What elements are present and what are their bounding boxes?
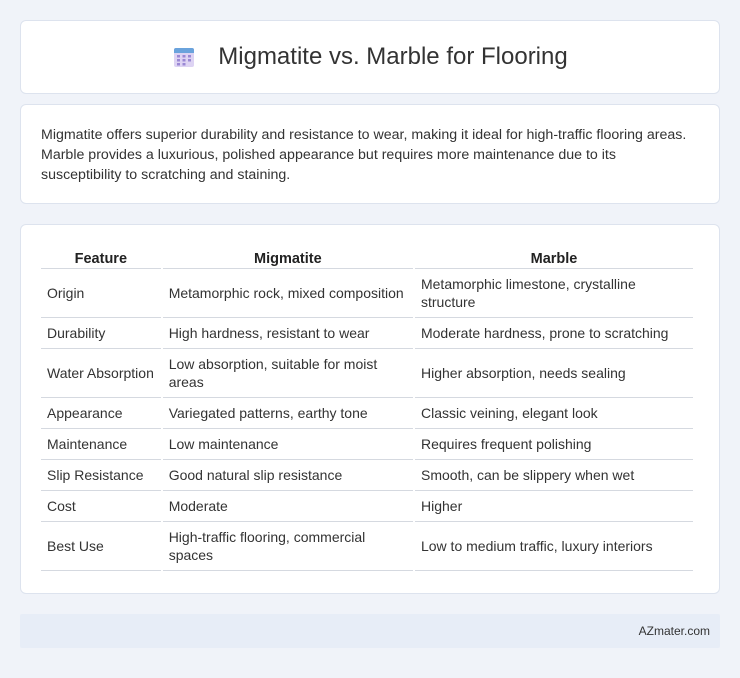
cell-marble: Smooth, can be slippery when wet (415, 460, 693, 491)
cell-marble: Requires frequent polishing (415, 429, 693, 460)
table-row (41, 269, 693, 318)
cell-migmatite: Moderate (163, 491, 413, 522)
cell-migmatite: Good natural slip resistance (163, 460, 413, 491)
cell-feature: Best Use (41, 522, 161, 571)
cell-migmatite: Variegated patterns, earthy tone (163, 398, 413, 429)
footer (20, 614, 720, 648)
table-row (41, 349, 693, 398)
cell-feature: Water Absorption (41, 349, 161, 398)
cell-migmatite: High hardness, resistant to wear (163, 318, 413, 349)
header-migmatite: Migmatite (163, 245, 413, 269)
cell-feature: Origin (41, 269, 161, 318)
cell-feature: Maintenance (41, 429, 161, 460)
page-title: Migmatite vs. Marble for Flooring (218, 43, 568, 70)
summary-text: Migmatite offers superior durability and resistance to wear, making it ideal for high-traffic flooring areas. Marble provides a luxurious, polished appearance but requires more maintenance due to its susceptibility to scratching and staining. (41, 127, 687, 183)
cell-marble: Classic veining, elegant look (415, 398, 693, 429)
footer-site-link[interactable]: AZmater.com (638, 624, 710, 638)
cell-feature: Durability (41, 318, 161, 349)
title-card (20, 20, 720, 94)
table-row (41, 491, 693, 522)
table-row (41, 398, 693, 429)
comparison-table (39, 245, 695, 571)
cell-migmatite: Low maintenance (163, 429, 413, 460)
cell-marble: Higher (415, 491, 693, 522)
cell-marble: Moderate hardness, prone to scratching (415, 318, 693, 349)
table-row (41, 318, 693, 349)
comparison-table-card (20, 224, 720, 594)
cell-feature: Appearance (41, 398, 161, 429)
cell-marble: Higher absorption, needs sealing (415, 349, 693, 398)
table-header-row (41, 245, 693, 269)
cell-feature: Slip Resistance (41, 460, 161, 491)
cell-feature: Cost (41, 491, 161, 522)
header-feature: Feature (41, 245, 161, 269)
calendar-icon (172, 45, 196, 69)
table-row (41, 429, 693, 460)
summary-card (20, 104, 720, 204)
table-row (41, 522, 693, 571)
cell-migmatite: Metamorphic rock, mixed composition (163, 269, 413, 318)
cell-marble: Metamorphic limestone, crystalline structure (415, 269, 693, 318)
header-marble: Marble (415, 245, 693, 269)
table-row (41, 460, 693, 491)
cell-migmatite: High-traffic flooring, commercial spaces (163, 522, 413, 571)
cell-marble: Low to medium traffic, luxury interiors (415, 522, 693, 571)
cell-migmatite: Low absorption, suitable for moist areas (163, 349, 413, 398)
